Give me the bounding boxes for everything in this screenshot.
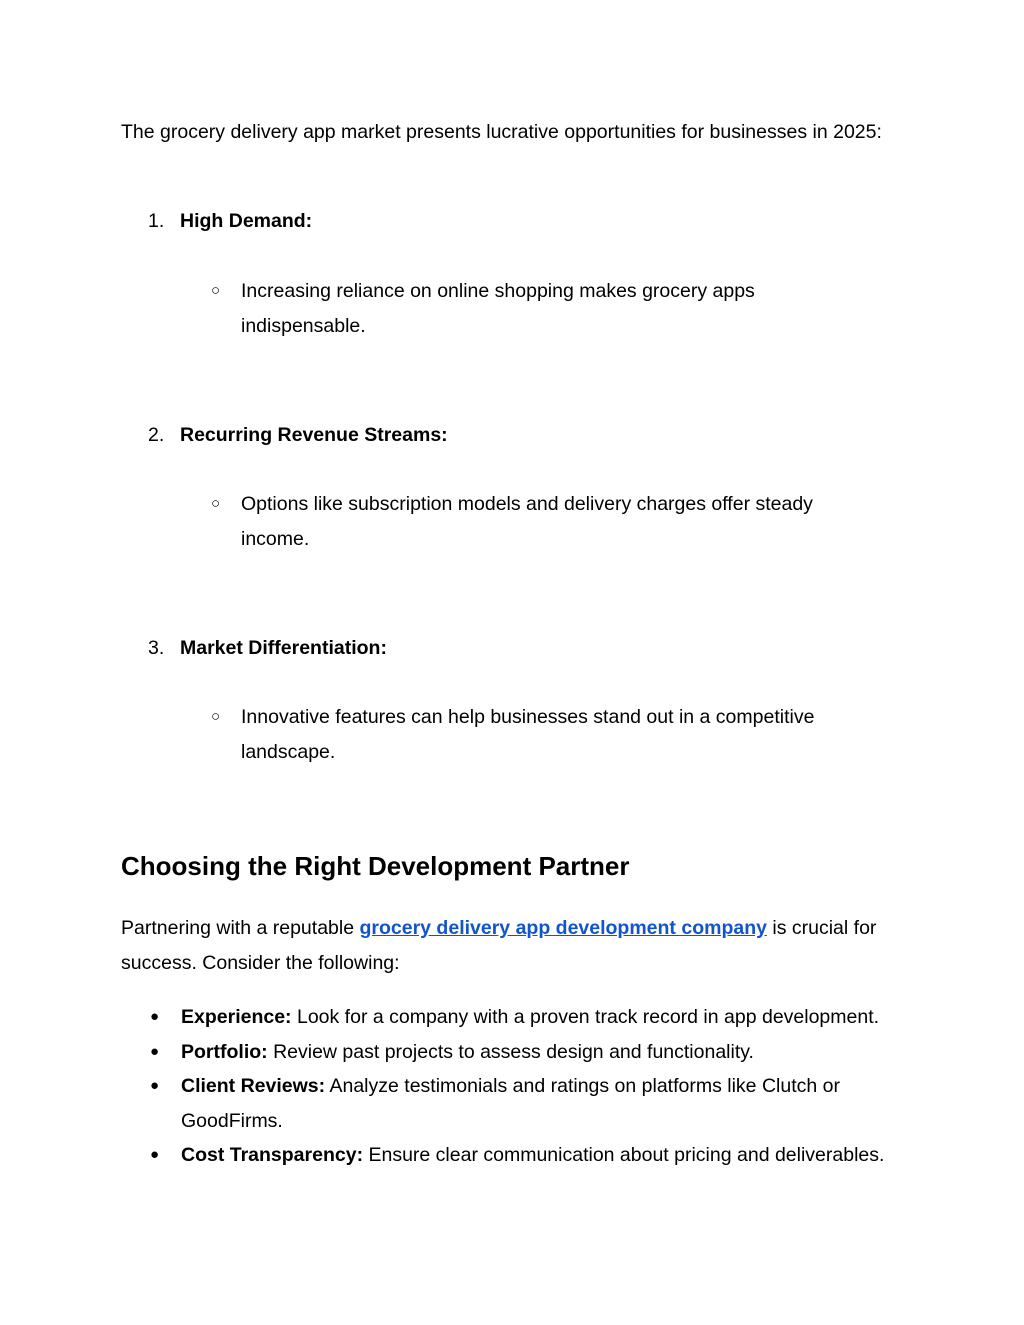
item-text: Analyze testimonials and ratings on platforms like Clutch or GoodFirms. [181, 1075, 840, 1132]
partner-paragraph [121, 911, 911, 980]
item-text: Review past projects to assess design and functionality. [267, 1040, 754, 1063]
item-title: Market Differentiation: [180, 637, 387, 659]
list-item-client-reviews [150, 1069, 910, 1138]
sub-item-high-demand [211, 274, 861, 343]
hollow-bullet-icon: ○ [211, 495, 221, 512]
hollow-bullet-icon: ○ [211, 708, 221, 725]
bullet-icon: ● [150, 1077, 160, 1094]
sub-item-text: Options like subscription models and delivery charges offer steady income. [241, 493, 813, 550]
bullet-icon: ● [150, 1008, 160, 1025]
item-label: Experience: [181, 1006, 292, 1028]
numbered-item-recurring-revenue [148, 418, 908, 453]
intro-paragraph: The grocery delivery app market presents lucrative opportunities for businesses in 2025: [121, 121, 882, 143]
paragraph-text-before: Partnering with a reputable [121, 917, 360, 939]
item-text: Look for a company with a proven track record in app development. [291, 1006, 880, 1028]
item-title: Recurring Revenue Streams: [180, 424, 448, 446]
sub-item-recurring-revenue [211, 487, 861, 556]
list-item-cost-transparency [150, 1138, 910, 1173]
list-number: 2. [148, 424, 165, 446]
numbered-item-market-differentiation [148, 631, 908, 666]
section-heading: Choosing the Right Development Partner [121, 851, 630, 881]
sub-item-text: Innovative features can help businesses stand out in a competitive landscape. [241, 706, 815, 763]
hollow-bullet-icon: ○ [211, 282, 221, 299]
list-number: 3. [148, 637, 165, 659]
item-label: Cost Transparency: [181, 1144, 364, 1166]
item-text: Ensure clear communication about pricing and deliverables. [363, 1144, 885, 1166]
item-label: Portfolio: [181, 1040, 268, 1063]
list-item-experience [150, 1000, 910, 1035]
sub-item-market-differentiation [211, 700, 861, 769]
company-link[interactable]: grocery delivery app development company [359, 917, 767, 939]
numbered-item-high-demand [148, 204, 908, 239]
bullet-icon: ● [150, 1146, 160, 1163]
list-item-portfolio [150, 1035, 910, 1070]
paragraph-text-after: is crucial for success. Consider the following: [121, 917, 877, 974]
item-label: Client Reviews: [181, 1075, 326, 1097]
item-title: High Demand: [180, 210, 313, 232]
list-number: 1. [148, 210, 165, 232]
bullet-icon: ● [150, 1042, 160, 1060]
considerations-list [150, 1000, 910, 1173]
sub-item-text: Increasing reliance on online shopping makes grocery apps indispensable. [241, 280, 755, 337]
